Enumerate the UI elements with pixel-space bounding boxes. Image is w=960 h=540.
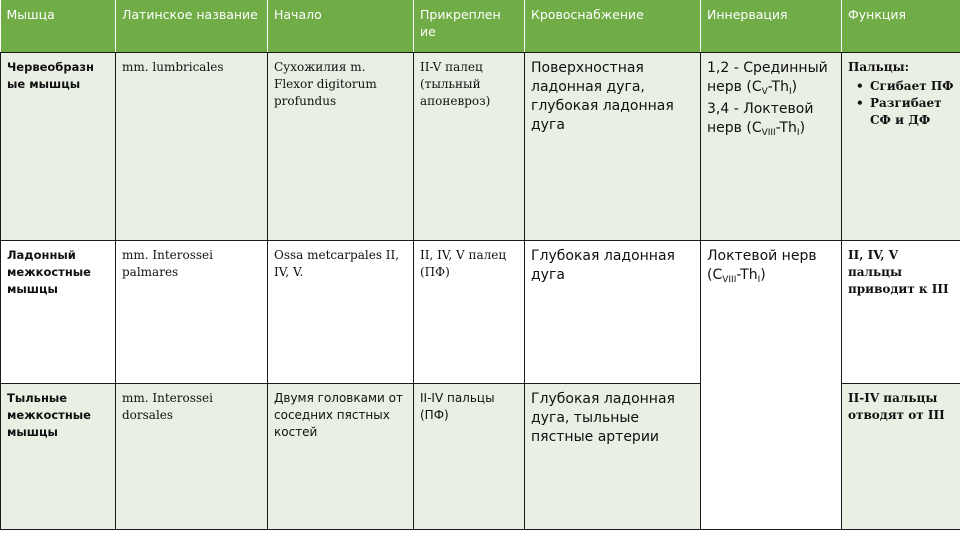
header-muscle: Мышца bbox=[1, 0, 116, 53]
header-blood-supply: Кровоснабжение bbox=[525, 0, 701, 53]
header-insertion: Прикреплен ие bbox=[414, 0, 525, 53]
header-origin: Начало bbox=[268, 0, 414, 53]
innervation-cell: Локтевой нерв $(C_{VIII}-Th_I)$ bbox=[701, 241, 842, 530]
function-cell bbox=[842, 53, 960, 241]
origin-cell: Ossa metcarpales II, IV, V. bbox=[268, 241, 414, 384]
function-list bbox=[848, 78, 954, 129]
header-function: Функция bbox=[842, 0, 960, 53]
blood-supply-cell: Поверхностная ладонная дуга, глубокая ладонная дуга bbox=[525, 53, 701, 241]
table-row bbox=[1, 241, 960, 384]
insertion-cell: II, IV, V палец (ПФ) bbox=[414, 241, 525, 384]
blood-supply-cell: Глубокая ладонная дуга, тыльные пястные артерии bbox=[525, 384, 701, 530]
table-row bbox=[1, 53, 960, 241]
header-row bbox=[1, 0, 960, 53]
innervation-line-ulnar: 3,4 - Локтевой нерв $(C_{VIII}-Th_I)$ bbox=[707, 101, 814, 138]
list-item: • Сгибает ПФ bbox=[856, 79, 954, 93]
function-cell: II, IV, V пальцы приводит к III bbox=[842, 241, 960, 384]
list-item: • Разгибает СФ и ДФ bbox=[856, 96, 942, 127]
insertion-cell: II-IV пальцы (ПФ) bbox=[414, 384, 525, 530]
function-title: Пальцы: bbox=[848, 60, 910, 74]
innervation-line-median: 1,2 - Срединный нерв $(C_V-Th_I)$ bbox=[707, 60, 828, 97]
latin-name-cell: mm. lumbricales bbox=[116, 53, 268, 241]
function-cell: II-IV пальцы отводят от III bbox=[842, 384, 960, 530]
blood-supply-cell: Глубокая ладонная дуга bbox=[525, 241, 701, 384]
latin-name-cell: mm. Interossei dorsales bbox=[116, 384, 268, 530]
latin-name-cell: mm. Interossei palmares bbox=[116, 241, 268, 384]
muscle-name-cell: Червеобразн ые мышцы bbox=[1, 53, 116, 241]
header-latin-name: Латинское название bbox=[116, 0, 268, 53]
innervation-cell bbox=[701, 53, 842, 241]
muscle-name-cell: Тыльные межкостные мышцы bbox=[1, 384, 116, 530]
origin-cell: Двумя головками от соседних пястных костей bbox=[268, 384, 414, 530]
muscle-name-cell: Ладонный межкостные мышцы bbox=[1, 241, 116, 384]
origin-cell: Сухожилия m. Flexor digitorum profundus bbox=[268, 53, 414, 241]
header-innervation: Иннервация bbox=[701, 0, 842, 53]
insertion-cell: II-V палец (тыльный апоневроз) bbox=[414, 53, 525, 241]
